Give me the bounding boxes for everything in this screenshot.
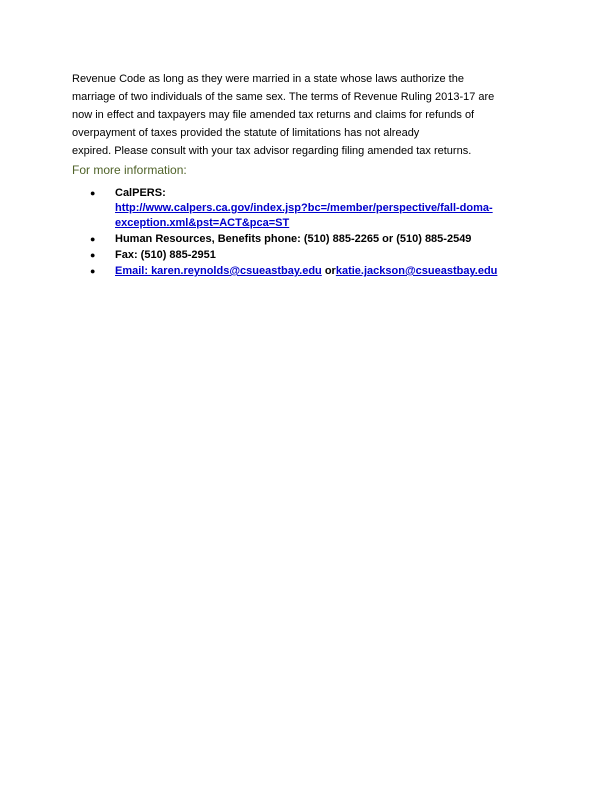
info-list bbox=[72, 186, 552, 280]
calpers-link-line2[interactable]: exception.xml&pst=ACT&pca=ST bbox=[115, 217, 290, 229]
list-item-email bbox=[72, 264, 552, 279]
bullet-icon: ● bbox=[90, 250, 96, 260]
paragraph-line: now in effect and taxpayers may file amended tax returns and claims for refunds of bbox=[72, 109, 475, 121]
bullet-icon: ● bbox=[90, 266, 96, 276]
bullet-icon: ● bbox=[90, 234, 96, 244]
email-link-karen[interactable]: Email: karen.reynolds@csueastbay.edu bbox=[115, 265, 322, 277]
list-item-fax bbox=[72, 248, 552, 263]
bullet-icon: ● bbox=[90, 188, 96, 198]
email-link-katie[interactable]: katie.jackson@csueastbay.edu bbox=[335, 265, 498, 277]
paragraph-line: overpayment of taxes provided the statute of limitations has not already bbox=[72, 127, 420, 139]
body-paragraph bbox=[72, 70, 542, 160]
fax-text: Fax: (510) 885-2951 bbox=[115, 249, 216, 261]
calpers-link-line1[interactable]: http://www.calpers.ca.gov/index.jsp?bc=/member/perspective/fall-doma- bbox=[115, 202, 493, 214]
email-or-text: or bbox=[321, 265, 336, 277]
list-item-hr-phone bbox=[72, 232, 552, 247]
list-item-calpers bbox=[72, 186, 552, 231]
section-heading: For more information: bbox=[72, 163, 187, 177]
paragraph-line: marriage of two individuals of the same sex. The terms of Revenue Ruling 2013-17 are bbox=[72, 91, 495, 103]
calpers-label: CalPERS: bbox=[115, 187, 166, 199]
calpers-link[interactable] bbox=[115, 201, 552, 231]
paragraph-line: expired. Please consult with your tax advisor regarding filing amended tax returns. bbox=[72, 145, 472, 157]
hr-phone-text: Human Resources, Benefits phone: (510) 885-2265 or (510) 885-2549 bbox=[115, 233, 472, 245]
email-line bbox=[115, 264, 552, 279]
paragraph-line: Revenue Code as long as they were married in a state whose laws authorize the bbox=[72, 73, 464, 85]
